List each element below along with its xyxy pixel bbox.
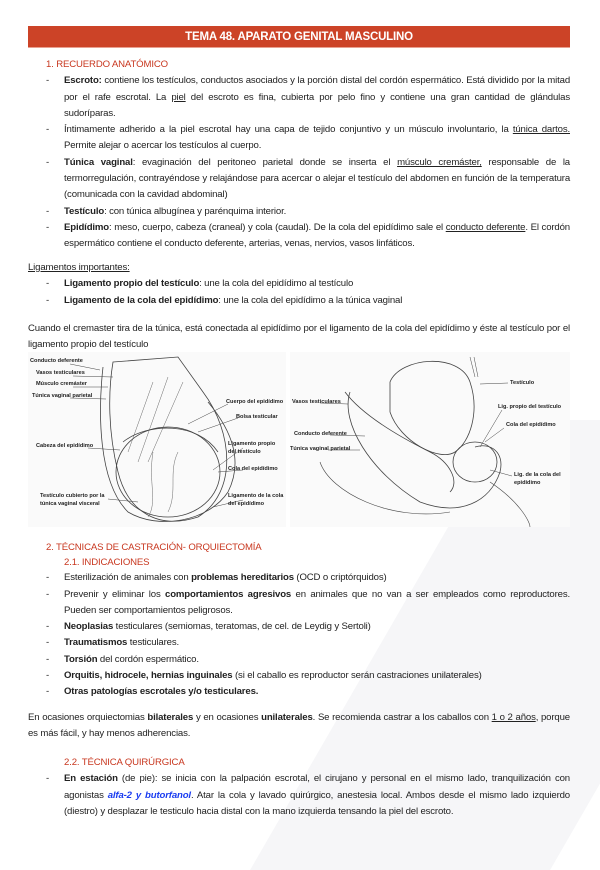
section-castration [46,540,570,701]
figure-label: Lig. propio del testículo [498,404,562,410]
text: (OCD o criptórquidos) [293,572,387,584]
term: Torsión [64,653,98,665]
underlined-text: piel [171,91,186,103]
figure-left-anatomy [28,352,286,527]
underlined-text: túnica dartos. [512,124,570,136]
list-item: - Orquitis, hidrocele, hernias inguinales (si el caballo es reproductor serán castraciones unilaterales) [46,670,482,682]
figure-right-anatomy [290,352,570,527]
list-item: - Ligamento propio del testículo: une la cola del epidídimo al testículo [46,278,354,290]
term: Escroto: [64,75,102,87]
term: problemas hereditarios [191,572,294,584]
ligaments-heading: Ligamentos importantes: [28,262,130,273]
section-heading: 1. RECUERDO ANATÓMICO [46,59,168,70]
testicle-illustration [290,352,570,527]
term: comportamientos agresivos [165,588,292,600]
ligaments-block [28,260,570,309]
list-item: - Torsión del cordón espermático. [46,653,199,665]
figure-label: Ligamento de la cola del epidídimo [228,493,284,507]
figure-label: Bolsa testicular [236,414,278,420]
term: Ligamento propio del testículo [64,278,200,290]
list-item: - Escroto: contiene los testículos, conductos asociados y la porción distal del cordón espermático. Está dividido por la mitad por el rafe escrotal. La piel del escroto es fina, cubierta por pelo fino y contiene una gran cantidad de glándulas sudoríparas. [46,75,570,119]
underlined-text: conducto deferente [445,221,526,233]
list-item: - Traumatismos testiculares. [46,637,180,649]
term: Testículo [64,205,105,217]
list-item: - Íntimamente adherido a la piel escrotal hay una capa de tejido conjuntivo y un músculo involuntario, la túnica dartos. Permite alejar o acercar los testículos al cuerpo. [46,124,570,152]
figure-label: Cola del epidídimo [506,422,556,428]
text: En ocasiones orquiectomias [28,712,148,723]
list-item: - Otras patologías escrotales y/o testiculares. [46,686,259,698]
list-item: - Neoplasias testiculares (semiomas, teratomas, de cel. de Leydig y Sertoli) [46,621,371,633]
list-item: - En estación (de pie): se inicia con la palpación escrotal, el cirujano y personal en el mismo lado, tranquilización con agonistas alfa-2 y butorfanol. Atar la cola y lavado quirúrgico, anestesia local. Ambos desde el mismo lado izquierdo (diestro) y desplazar le testiculo hacia distal con la mano izquierda tensando la piel del escroto. [46,773,570,817]
text: testiculares (semiomas, teratomas, de cel. de Leydig y Sertoli) [113,621,371,633]
text: , porque es más fácil, y hay menos adherencias. [28,712,570,740]
term: Traumatismos [64,637,128,649]
figure-label: Conducto deferente [294,431,347,437]
text: del cordón espermático. [97,653,199,665]
figure-label: Túnica vaginal parietal [32,393,93,399]
figure-label: Testículo [510,380,535,386]
underlined-text: músculo cremáster, [397,156,482,168]
term: Epidídimo [64,221,110,233]
term: bilaterales [147,712,194,723]
figure-label: Testículo cubierto por la túnica vaginal visceral [40,493,105,507]
figure-label: Vasos testiculares [36,370,85,376]
text: del escroto es fina, cubierta por pelo fino y contiene una gran cantidad de glándulas sudoríparas. [64,91,570,119]
term: En estación [64,773,118,785]
highlighted-drugs: alfa-2 y butorfanol [107,789,191,801]
text: . Se recomienda castrar a los caballos con [312,712,492,723]
figure-label: Lig. de la cola del epidídimo [514,472,561,486]
text: Esterilización de animales con [64,572,192,584]
figure-label: Túnica vaginal parietal [290,446,351,452]
figure-label: Cabeza del epidídimo [36,443,94,449]
text: contiene los testículos, conductos asociados y la porción distal del cordón espermático. Está dividido por la mitad por el rafe escrotal. La [64,75,570,103]
text: Permite alejar o acercar los testículos al cuerpo. [64,140,262,152]
term: Orquitis, hidrocele, hernias inguinales [64,670,233,682]
section-technique [46,755,570,820]
text: : une la cola del epidídimo al testículo [199,278,354,290]
text: : meso, cuerpo, cabeza (craneal) y cola (caudal). De la cola del epidídimo sale el [109,221,446,233]
figure-label: Cuerpo del epidídimo [226,399,284,405]
term: unilaterales [261,712,313,723]
list-item: - Ligamento de la cola del epidídimo: une la cola del epidídimo a la túnica vaginal [46,294,403,306]
list-item: - Testículo: con túnica albugínea y parénquima interior. [46,205,287,217]
text: . Atar la cola y lavado quirúrgico, anestesia local. Ambos desde el mismo lado izquierdo (diestro) y desplazar le testiculo hacia distal con la mano izquierda tensando la piel del escroto. [64,789,570,817]
text: : con túnica albugínea y parénquima interior. [104,205,287,217]
term: Otras patologías escrotales y/o testiculares. [64,686,259,698]
text: y en ocasiones [193,712,262,723]
list-item: - Túnica vaginal: evaginación del peritoneo parietal donde se inserta el músculo cremáster, responsable de la termorregulación, contrayéndose y relajándose para acercar o alejar el testículo del abdomen en función de la temperatura (comunicada con la cavidad abdominal) [46,156,570,201]
text: . El cordón espermático contiene el conducto deferente, arterias, venas, nervios, vasos linfáticos. [64,221,570,250]
text: Prevenir y eliminar los [64,588,166,600]
figure-label: Músculo cremáster [36,381,87,387]
term: Neoplasias [64,621,114,633]
text: (de pie): se inicia con la palpación escrotal, el cirujano y personal en el mismo lado, tranquilización con agonistas [64,773,570,801]
underlined-text: 1 o 2 años [491,712,536,723]
age-paragraph [28,710,570,743]
figure-label: Cola del epidídimo [228,466,278,472]
figure-label: Conducto deferente [30,358,83,364]
figure-label: Vasos testiculares [292,399,341,405]
subsection-heading: 2.2. TÉCNICA QUIRÚRGICA [64,757,185,768]
text: Íntimamente adherido a la piel escrotal hay una capa de tejido conjuntivo y un músculo involuntario, la [64,124,513,136]
term: Ligamento de la cola del epidídimo [64,294,219,306]
cremaster-paragraph: Cuando el cremaster tira de la túnica, está conectada al epidídimo por el ligamento de la cola del epidídimo y éste al testículo por el ligamento propio del testículo [28,323,570,351]
term: Túnica vaginal [64,156,133,168]
list-item: - Epidídimo: meso, cuerpo, cabeza (craneal) y cola (caudal). De la cola del epidídimo sale el conducto deferente. El cordón espermático contiene el conducto deferente, arterias, venas, nervios, vasos linfáticos. [46,221,570,250]
text: en animales que no van a ser empleados como reproductores. Pueden ser comportamientos peligrosos. [64,588,570,616]
list-item: - Esterilización de animales con problemas hereditarios (OCD o criptórquidos) [46,572,387,584]
page-title: TEMA 48. APARATO GENITAL MASCULINO [28,26,570,48]
text: (si el caballo es reproductor serán castraciones unilaterales) [232,670,482,682]
list-item: - Prevenir y eliminar los comportamientos agresivos en animales que no van a ser empleados como reproductores. Pueden ser comportamientos peligrosos. [46,588,570,616]
section-heading: 2. TÉCNICAS DE CASTRACIÓN- ORQUIECTOMÍA [46,542,262,553]
section-anatomy [46,57,570,253]
text: : une la cola del epidídimo a la túnica vaginal [218,294,403,306]
text: testiculares. [127,637,180,649]
subsection-heading: 2.1. INDICACIONES [64,557,150,569]
text: responsable de la termorregulación, contrayéndose y relajándose para acercar o alejar el testículo del abdomen en función de la temperatura (comunicada con la cavidad abdominal) [64,156,570,201]
figure-label: Ligamento propio del testículo [228,441,276,455]
text: : evaginación del peritoneo parietal donde se inserta el [132,156,398,168]
